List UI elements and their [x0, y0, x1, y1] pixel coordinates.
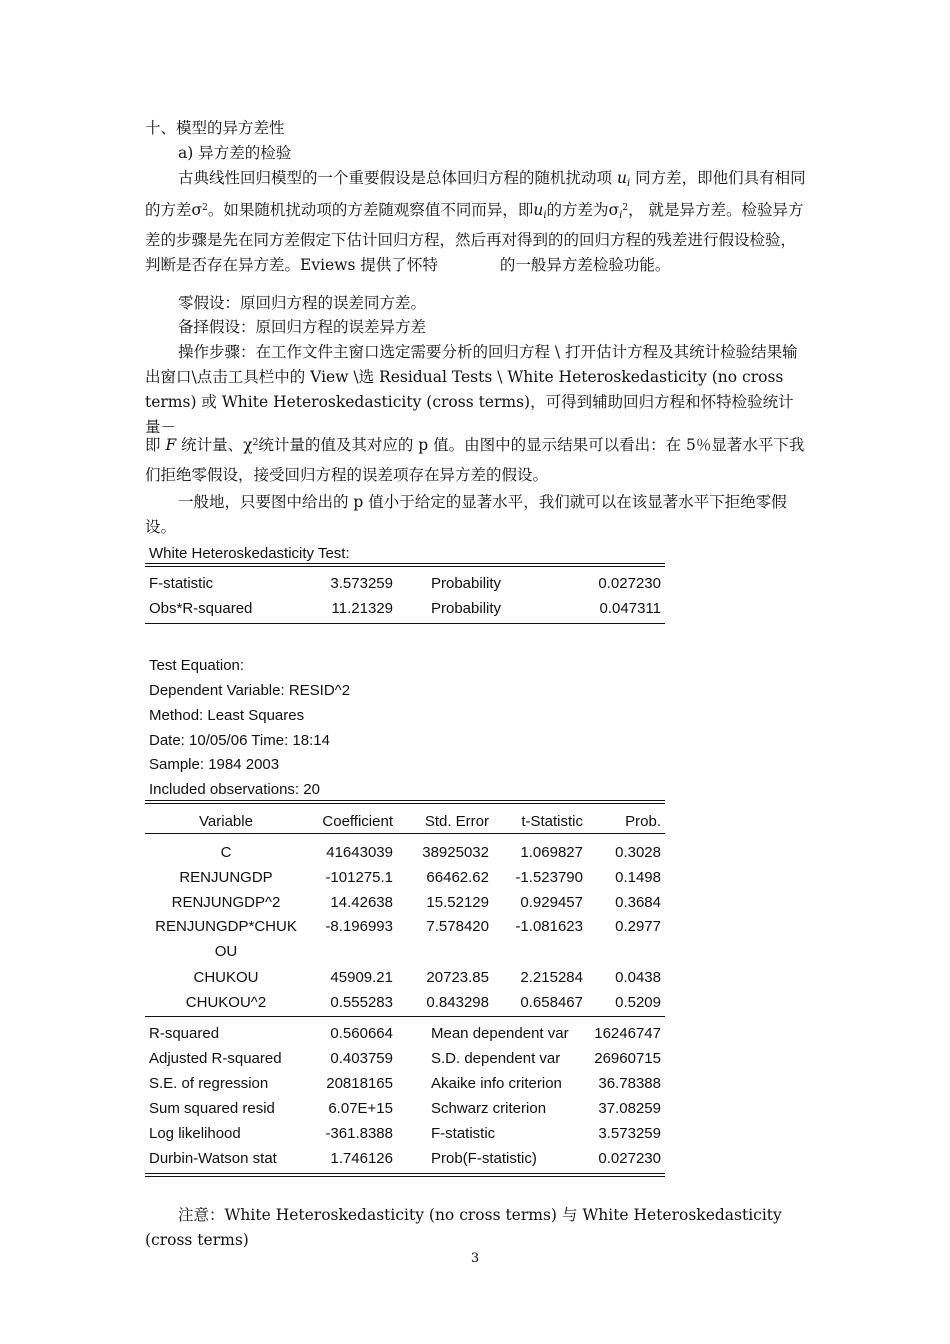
- paragraph-general: 一般地，只要图中给出的 p 值小于给定的显著水平，我们就可以在该显著水平下拒绝零假设。: [145, 493, 787, 536]
- white-test-title: White Heteroskedasticity Test:: [149, 545, 350, 562]
- paragraph-intro: 古典线性回归模型的一个重要假设是总体回归方程的随机扰动项 $u_i$ 同方差，即他们具有相同的方差$\sigma^2$。如果随机扰动项的方差随观察值不同而异，即$u_i$的方差为$\sigma_i^2$， 就是异方差。检验异方差的步骤是先在同方差假定下估计回归方程，然后再对得到的的回归方程的残差进行假设检验，判断是否存在异方差。Eviews 提供了怀特 的一般异方差检验功能。: [145, 169, 806, 274]
- white-test-table: [145, 542, 665, 627]
- stats-row: S.E. of regression 20818165 Akaike info criterion 36.78388: [149, 1075, 661, 1092]
- stats-row: R-squared 0.560664 Mean dependent var 16246747: [149, 1025, 661, 1042]
- stats-row: Durbin-Watson stat 1.746126 Prob(F-statistic) 0.027230: [149, 1150, 661, 1167]
- note: 注意：White Heteroskedasticity (no cross terms) 与 White Heteroskedasticity (cross terms): [145, 1206, 782, 1249]
- stats-row: Adjusted R-squared 0.403759 S.D. dependent var 26960715: [149, 1050, 661, 1067]
- table-row: RENJUNGDP -101275.1 66462.62 -1.523790 0.1498: [179, 869, 661, 886]
- alternative-hypothesis: 备择假设：原回归方程的误差异方差: [178, 318, 427, 336]
- paragraph-steps: 操作步骤：在工作文件主窗口选定需要分析的回归方程 \ 打开估计方程及其统计检验结果输出窗口\点击工具栏中的 View \选 Residual Tests \ White Heteroskedasticity (no cross terms) 或 White Heteroskedasticity (cross terms)，可得到辅助回归方程和怀特检验统计量－: [145, 343, 798, 436]
- table-row: CHUKOU^2 0.555283 0.843298 0.658467 0.5209: [185, 994, 661, 1011]
- coefficient-table: [145, 800, 665, 1180]
- null-hypothesis: 零假设：原回归方程的误差同方差。: [178, 294, 427, 312]
- section-heading: 十、模型的异方差性: [145, 119, 285, 137]
- table-row: CHUKOU 45909.21 20723.85 2.215284 0.0438: [193, 969, 661, 986]
- stats-row: Sum squared resid 6.07E+15 Schwarz criterion 37.08259: [149, 1100, 661, 1117]
- subsection-heading: a) 异方差的检验: [178, 144, 292, 162]
- paragraph-result: 即 F 统计量、$\chi^2$统计量的值及其对应的 p 值。由图中的显示结果可以看出：在 5％显著水平下我们拒绝零假设，接受回归方程的误差项存在异方差的假设。: [145, 436, 805, 484]
- stats-row: Log likelihood -361.8388 F-statistic 3.573259: [149, 1125, 661, 1142]
- table-row: F-statistic 3.573259 Probability 0.027230: [149, 575, 661, 592]
- equation-info-line: Method: Least Squares: [149, 707, 305, 724]
- equation-info-line: Dependent Variable: RESID^2: [149, 682, 351, 699]
- page-number: 3: [470, 1251, 480, 1266]
- table-row: RENJUNGDP*CHUK -8.196993 7.578420 -1.081623 0.2977: [155, 918, 661, 935]
- equation-info-line: Included observations: 20: [149, 781, 320, 798]
- table-header-row: Variable Coefficient Std. Error t-Statistic Prob.: [199, 813, 661, 830]
- table-row: C 41643039 38925032 1.069827 0.3028: [220, 844, 661, 861]
- table-row: OU: [214, 943, 238, 960]
- equation-info-line: Date: 10/05/06 Time: 18:14: [149, 732, 330, 749]
- equation-info-line: Test Equation:: [149, 657, 245, 674]
- table-row: RENJUNGDP^2 14.42638 15.52129 0.929457 0.3684: [171, 894, 661, 911]
- equation-info-line: Sample: 1984 2003: [149, 756, 280, 773]
- equation-info: [145, 654, 665, 804]
- table-row: Obs*R-squared 11.21329 Probability 0.047311: [149, 600, 661, 617]
